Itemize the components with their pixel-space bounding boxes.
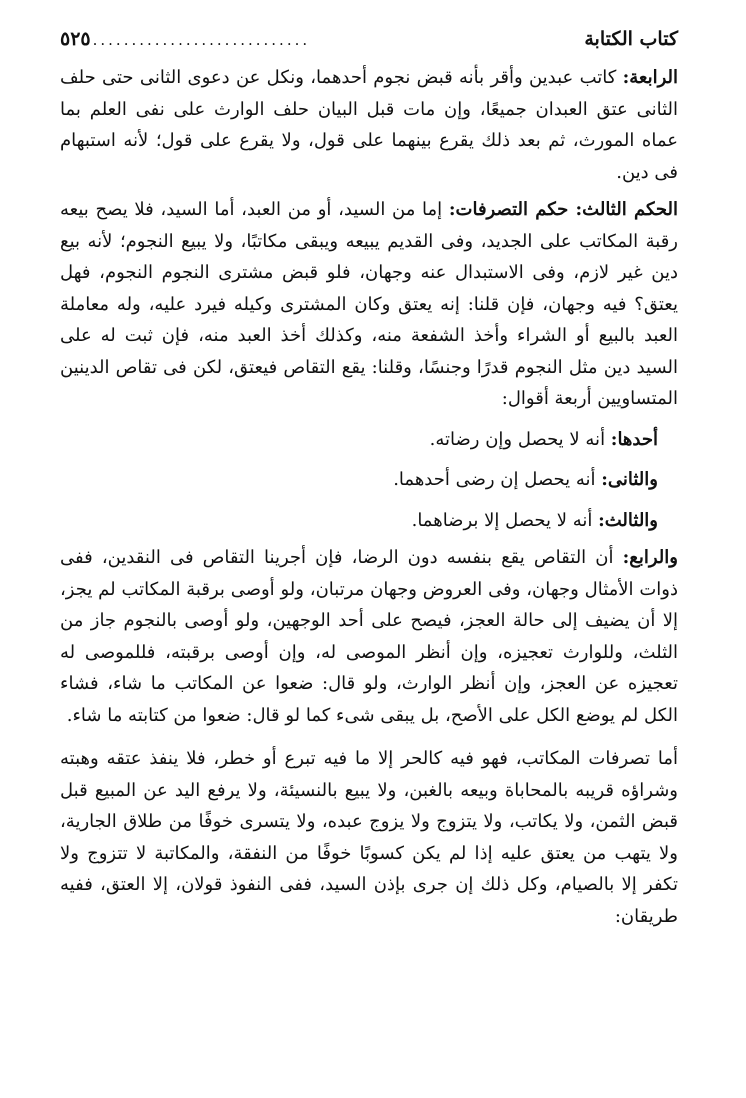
paragraph-lead: الحكم الثالث: حكم التصرفات:: [448, 199, 678, 220]
paragraph-lead: والثانى:: [601, 469, 658, 490]
paragraph-text: أنه لا يحصل إلا برضاهما.: [411, 509, 599, 531]
list-item-third: [60, 505, 678, 537]
leader-dots: ............................: [92, 31, 311, 49]
paragraph-lead: الرابعة:: [622, 67, 678, 88]
running-header: [60, 28, 678, 62]
page-number: ٥٢٥: [60, 28, 91, 50]
page-number-group: [60, 28, 310, 50]
paragraph-lead: أحدها:: [610, 428, 658, 450]
paragraph-fourth-case: [60, 62, 678, 188]
chapter-title: كتاب الكتابة: [584, 28, 678, 50]
paragraph-mukatab-dispositions: [60, 743, 678, 932]
paragraph-text: إما من السيد، أو من العبد، أما السيد، فلا يصح بيعه رقبة المكاتب على الجديد، وفى القديم يبيعه ويبقى مكاتبًا، ولا يبيع النجوم؛ لأنه بيع دين غير لازم، وفى الاستبدال عنه وجهان، فلو قبض مشترى النجوم النجوم، فهل يعتق؟ فيه وجهان، فإن قلنا: إنه يعتق وكان المشترى وكيله فيرد عليه، وله معاملة العبد بالبيع أو الشراء وأخذ الشفعة منه، وكذلك أخذ العبد منه، فإن ثبت له على السيد دين مثل النجوم قدرًا وجنسًا، وقلنا: يقع التقاص فيعتق، لكن فى تقاص الدينين المتساويين أربعة أقوال:: [60, 199, 678, 409]
paragraph-text: كاتب عبدين وأقر بأنه قبض نجوم أحدهما، ونكل عن دعوى الثانى حتى حلف الثانى عتق العبدان جميعًا، وإن مات قبل البيان حلف الوارث على نفى العلم بما عماه المورث، ثم بعد ذلك يقرع بينهما على قول، ولا يقرع على قول؛ لأنه استبهام فى دين.: [60, 67, 678, 183]
list-item-first: [60, 424, 678, 456]
list-item-second: [60, 464, 678, 496]
paragraph-lead: والرابع:: [622, 547, 678, 568]
paragraph-text: أنه يحصل إن رضى أحدهما.: [393, 469, 602, 490]
paragraph-fourth-opinion: [60, 542, 678, 731]
paragraph-text: أما تصرفات المكاتب، فهو فيه كالحر إلا ما فيه تبرع أو خطر، فلا ينفذ عتقه وهبته وشراؤه قريبه بالمحاباة وبيعه بالغبن، ولا يبيع بالنسيئة، ولا يرفع اليد عن المبيع قبل قبض الثمن، ولا يكاتب، ولا يتزوج ولا يزوج عبده، ولا يتسرى خوفًا من طلاق الجارية، ولا يتهب من يعتق عليه إذا لم يكن كسوبًا خوفًا من النفقة، والمكاتبة لا تتزوج ولا تكفر إلا بالصيام، وكل ذلك إن جرى بإذن السيد، ففى النفوذ قولان، إلا العتق، ففيه طريقان:: [60, 748, 678, 927]
paragraph-text: أنه لا يحصل وإن رضاته.: [429, 428, 611, 450]
paragraph-third-ruling: [60, 194, 678, 415]
paragraph-text: أن التقاص يقع بنفسه دون الرضا، فإن أجرينا التقاص فى النقدين، ففى ذوات الأمثال وجهان، وفى العروض وجهان مرتبان، ولو أوصى برقبة المكاتب لم يجز، إلا أن يضيف إلى حالة العجز، فيصح على أحد الوجهين، ولو أوصى بالنجوم جاز من الثلث، وللوارث تعجيزه، وإن أنظر الموصى له، وإن أوصى برقبته، فللموصى له تعجيزه عن العجز، وإن أنظر الوارث، ولو قال: ضعوا عن المكاتب ما شاء، فشاء الكل لم يوضع الكل على الأصح، بل يبقى شىء كما لو قال: ضعوا من كتابته ما شاء.: [60, 547, 678, 726]
paragraph-lead: والثالث:: [598, 509, 658, 531]
